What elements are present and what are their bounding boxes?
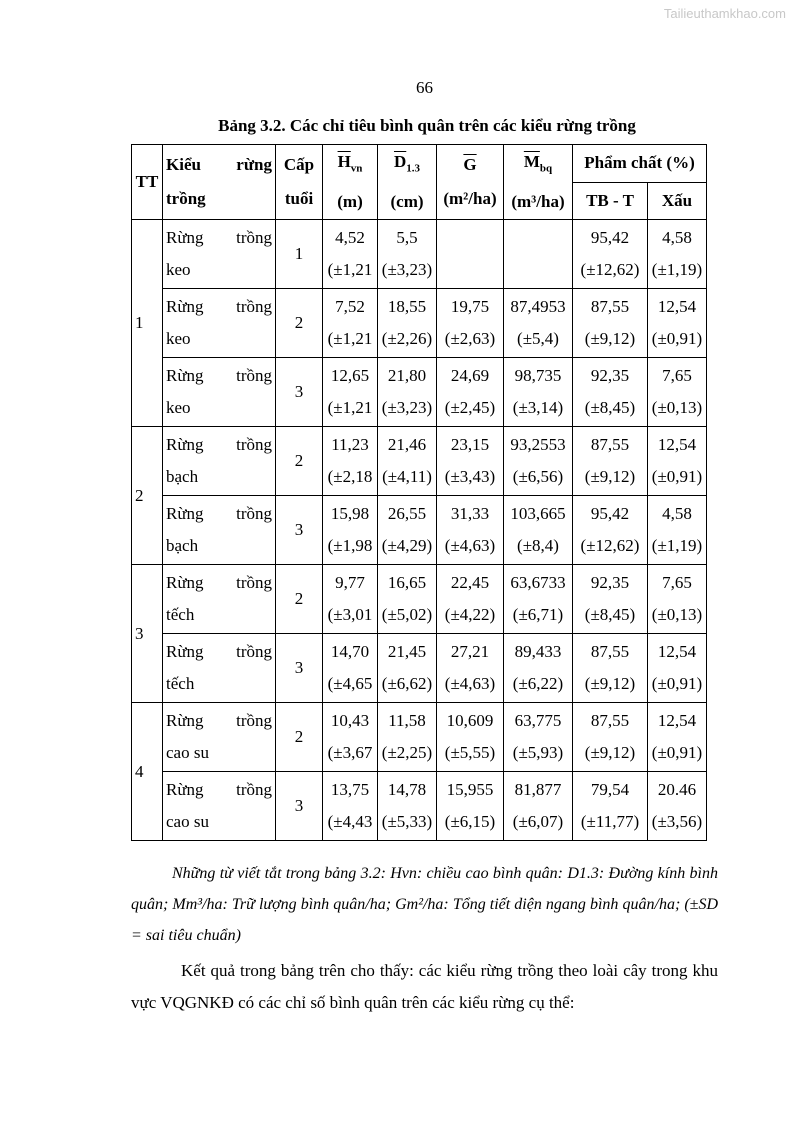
cell-g [437,220,504,289]
cell-xau: 20.46 (±3,56) [648,772,707,841]
cell-tb-t: 79,54 (±11,77) [573,772,648,841]
cell-hvn: 13,75 (±4,43 [323,772,378,841]
cell-d13: 21,80 (±3,23) [378,358,437,427]
cell-g: 10,609 (±5,55) [437,703,504,772]
table-row [132,289,707,358]
cell-xau: 4,58 (±1,19) [648,220,707,289]
cell-kieu-rung: Rừng trồng cao su [163,772,276,841]
cell-tt: 4 [132,703,163,841]
cell-xau: 4,58 (±1,19) [648,496,707,565]
cell-xau: 12,54 (±0,91) [648,703,707,772]
cell-cap-tuoi: 3 [276,634,323,703]
cell-d13: 21,45 (±6,62) [378,634,437,703]
cell-mbq: 87,4953 (±5,4) [504,289,573,358]
cell-cap-tuoi: 2 [276,427,323,496]
cell-d13: 18,55 (±2,26) [378,289,437,358]
cell-tb-t: 92,35 (±8,45) [573,565,648,634]
cell-xau: 7,65 (±0,13) [648,358,707,427]
cell-xau: 7,65 (±0,13) [648,565,707,634]
cell-d13: 5,5 (±3,23) [378,220,437,289]
col-d13: $\overline{D}_{1.3}$ (cm) [378,145,437,220]
watermark: Tailieuthamkhao.com [663,6,786,21]
cell-xau: 12,54 (±0,91) [648,289,707,358]
cell-mbq [504,220,573,289]
cell-tb-t: 87,55 (±9,12) [573,703,648,772]
cell-tb-t: 87,55 (±9,12) [573,427,648,496]
col-mbq: $\overline{M}_{bq}$ (m³/ha) [504,145,573,220]
cell-tb-t: 87,55 (±9,12) [573,289,648,358]
cell-cap-tuoi: 2 [276,565,323,634]
cell-g: 24,69 (±2,45) [437,358,504,427]
cell-mbq: 89,433 (±6,22) [504,634,573,703]
cell-g: 19,75 (±2,63) [437,289,504,358]
header-row [132,145,707,183]
cell-cap-tuoi: 3 [276,496,323,565]
table-title: Bảng 3.2. Các chỉ tiêu bình quân trên các kiểu rừng trồng [218,116,636,135]
cell-g: 22,45 (±4,22) [437,565,504,634]
cell-cap-tuoi: 3 [276,358,323,427]
cell-cap-tuoi: 1 [276,220,323,289]
table-row [132,634,707,703]
cell-hvn: 14,70 (±4,65 [323,634,378,703]
col-hvn: $\overline{H}_{vn}$ (m) [323,145,378,220]
cell-tb-t: 92,35 (±8,45) [573,358,648,427]
table-body [132,220,707,841]
col-g: $\overline{G}$ (m²/ha) [437,145,504,220]
col-tt: TT [132,145,163,220]
col-kieu-rung: Kiểu rừng trồng [163,145,276,220]
table-row [132,220,707,289]
cell-kieu-rung: Rừng trồng bạch [163,427,276,496]
cell-mbq: 103,665 (±8,4) [504,496,573,565]
cell-g: 23,15 (±3,43) [437,427,504,496]
cell-d13: 21,46 (±4,11) [378,427,437,496]
cell-kieu-rung: Rừng trồng tếch [163,565,276,634]
cell-mbq: 63,775 (±5,93) [504,703,573,772]
table-row [132,358,707,427]
cell-cap-tuoi: 2 [276,703,323,772]
table-row [132,427,707,496]
cell-g: 15,955 (±6,15) [437,772,504,841]
cell-kieu-rung: Rừng trồng keo [163,220,276,289]
table-row [132,703,707,772]
cell-kieu-rung: Rừng trồng bạch [163,496,276,565]
cell-mbq: 93,2553 (±6,56) [504,427,573,496]
cell-tb-t: 95,42 (±12,62) [573,496,648,565]
cell-tb-t: 87,55 (±9,12) [573,634,648,703]
col-xau: Xấu [648,182,707,220]
cell-tt: 3 [132,565,163,703]
cell-g: 31,33 (±4,63) [437,496,504,565]
cell-kieu-rung: Rừng trồng tếch [163,634,276,703]
cell-mbq: 98,735 (±3,14) [504,358,573,427]
cell-kieu-rung: Rừng trồng cao su [163,703,276,772]
cell-mbq: 63,6733 (±6,71) [504,565,573,634]
cell-hvn: 4,52 (±1,21 [323,220,378,289]
cell-d13: 11,58 (±2,25) [378,703,437,772]
cell-tt: 1 [132,220,163,427]
abbreviation-note: Những từ viết tắt trong bảng 3.2: Hvn: chiều cao bình quân: D1.3: Đường kính bình quân; Mm³/ha: Trữ lượng bình quân/ha; Gm²/ha: Tổng tiết diện ngang bình quân/ha; (±SD = sai tiêu chuẩn) [131,865,718,944]
cell-xau: 12,54 (±0,91) [648,427,707,496]
cell-kieu-rung: Rừng trồng keo [163,289,276,358]
cell-d13: 26,55 (±4,29) [378,496,437,565]
cell-hvn: 12,65 (±1,21 [323,358,378,427]
cell-cap-tuoi: 3 [276,772,323,841]
cell-hvn: 9,77 (±3,01 [323,565,378,634]
cell-mbq: 81,877 (±6,07) [504,772,573,841]
data-table [131,144,707,841]
table-row [132,565,707,634]
cell-tt: 2 [132,427,163,565]
cell-hvn: 7,52 (±1,21 [323,289,378,358]
col-tb-t: TB - T [573,182,648,220]
cell-g: 27,21 (±4,63) [437,634,504,703]
cell-cap-tuoi: 2 [276,289,323,358]
cell-tb-t: 95,42 (±12,62) [573,220,648,289]
cell-d13: 14,78 (±5,33) [378,772,437,841]
col-pham-chat: Phẩm chất (%) [573,145,707,183]
cell-xau: 12,54 (±0,91) [648,634,707,703]
cell-hvn: 11,23 (±2,18 [323,427,378,496]
table-row [132,496,707,565]
cell-hvn: 15,98 (±1,98 [323,496,378,565]
cell-hvn: 10,43 (±3,67 [323,703,378,772]
table-row [132,772,707,841]
col-cap-tuoi: Cấp tuổi [276,145,323,220]
result-paragraph: Kết quả trong bảng trên cho thấy: các kiểu rừng trồng theo loài cây trong khu vực VQGNKĐ có các chỉ số bình quân trên các kiểu rừng cụ thể: [131,961,718,1012]
cell-d13: 16,65 (±5,02) [378,565,437,634]
cell-kieu-rung: Rừng trồng keo [163,358,276,427]
